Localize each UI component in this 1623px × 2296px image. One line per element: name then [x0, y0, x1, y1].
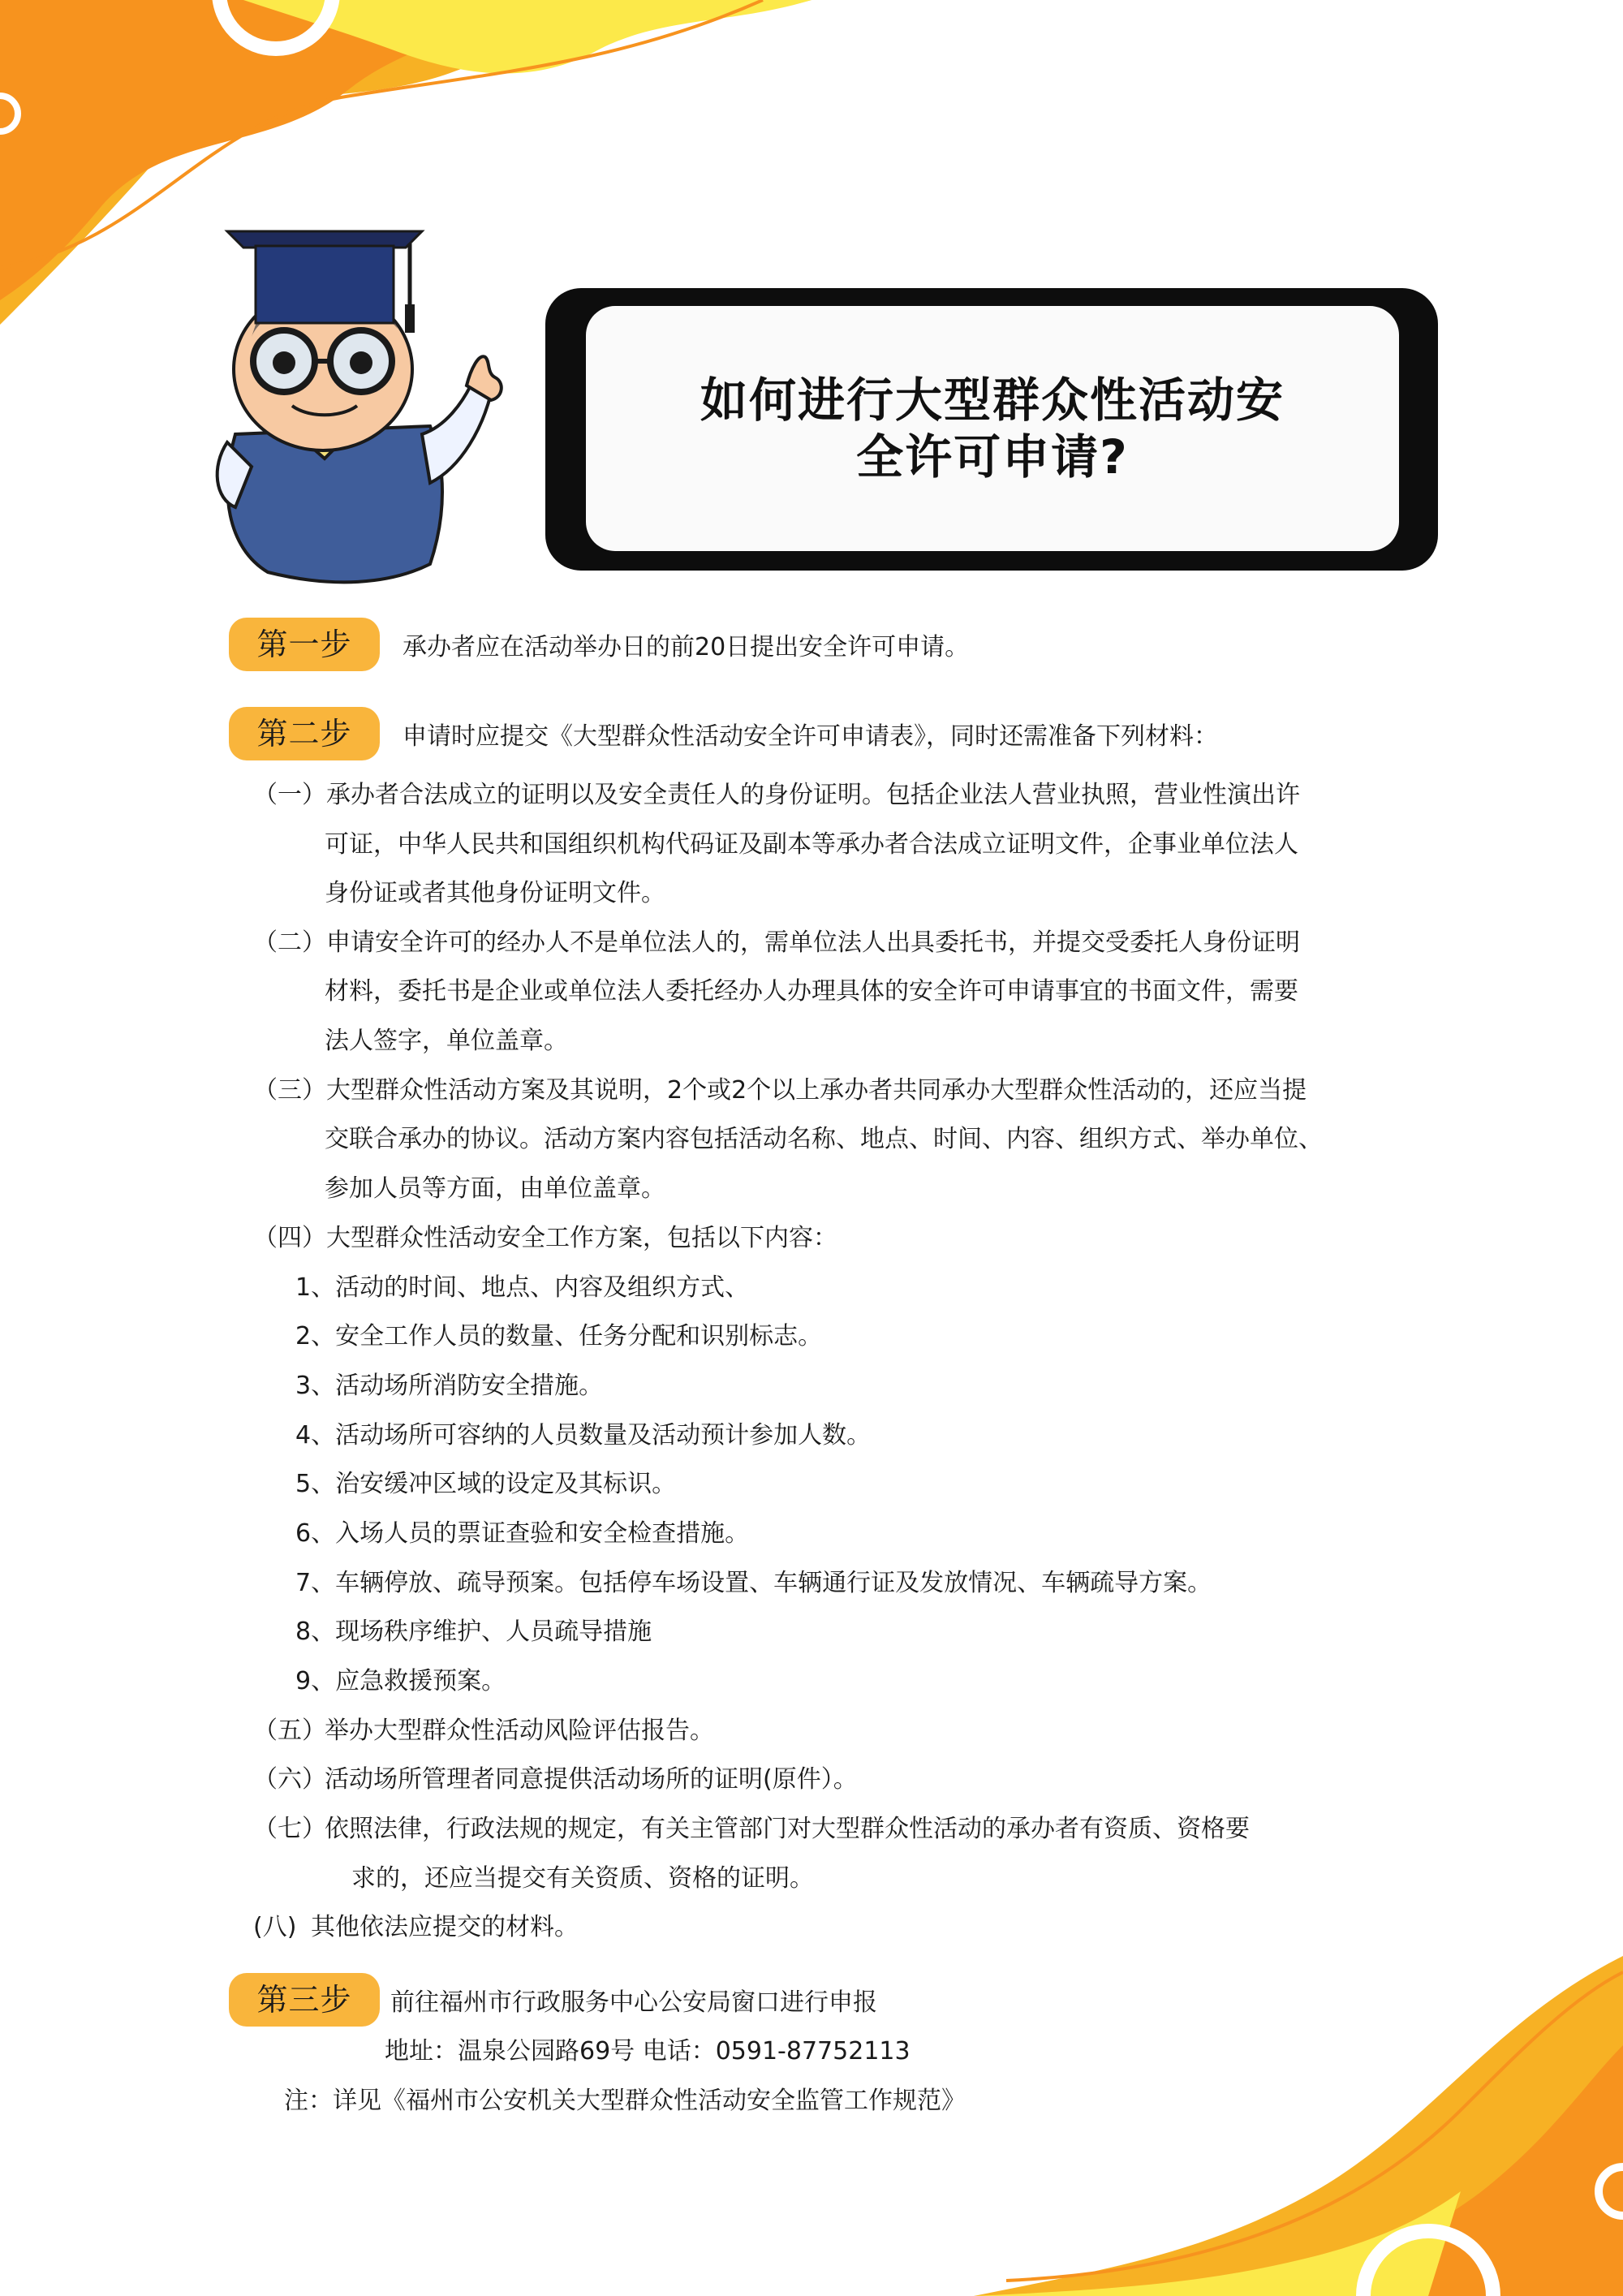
sub-item: 5、治安缓冲区域的设定及其标识。: [295, 1470, 677, 1498]
sub-item: 8、现场秩序维护、人员疏导措施: [295, 1618, 652, 1646]
step-3-text: 前往福州市行政服务中心公安局窗口进行申报: [390, 1988, 877, 2017]
step-3-badge: 第三步: [229, 1973, 380, 2027]
item-5-number: （五）: [253, 1717, 326, 1745]
item-7-line-2: 求的，还应当提交有关资质、资格的证明。: [351, 1864, 814, 1893]
item-1-line-2: 可证，中华人民共和国组织机构代码证及副本等承办者合法成立证明文件，企事业单位法人: [325, 830, 1298, 859]
item-8-number: (八): [253, 1913, 297, 1941]
sub-item: 9、应急救援预案。: [295, 1667, 506, 1695]
item-2-line-2: 材料，委托书是企业或单位法人委托经办人办理具体的安全许可申请事宜的书面文件，需要: [325, 977, 1298, 1006]
item-3-number: （三）: [253, 1076, 326, 1105]
item-4-number: （四）: [253, 1224, 326, 1252]
item-6-number: （六）: [253, 1765, 326, 1794]
item-2-line-1: 申请安全许可的经办人不是单位法人的，需单位法人出具委托书，并提交受委托人身份证明: [326, 928, 1300, 957]
sub-item: 2、安全工作人员的数量、任务分配和识别标志。: [295, 1322, 823, 1350]
item-3-line-2: 交联合承办的协议。活动方案内容包括活动名称、地点、时间、内容、组织方式、举办单位、: [325, 1125, 1323, 1153]
sub-item: 3、活动场所消防安全措施。: [295, 1372, 604, 1400]
item-2-number: （二）: [253, 928, 326, 957]
item-1-number: （一）: [253, 781, 326, 809]
step-3-address: 地址：温泉公园路69号 电话：0591-87752113: [385, 2037, 911, 2066]
step-1-text: 承办者应在活动举办日的前20日提出安全许可申请。: [403, 633, 970, 661]
item-3-line-1: 大型群众性活动方案及其说明，2个或2个以上承办者共同承办大型群众性活动的，还应当提: [326, 1076, 1307, 1105]
sub-item: 1、活动的时间、地点、内容及组织方式、: [295, 1273, 750, 1302]
page-title: 如何进行大型群众性活动安全许可申请?: [700, 373, 1285, 485]
item-1-line-3: 身份证或者其他身份证明文件。: [325, 879, 665, 907]
item-7-line-1: 依照法律，行政法规的规定，有关主管部门对大型群众性活动的承办者有资质、资格要: [325, 1815, 1250, 1843]
sub-item: 4、活动场所可容纳的人员数量及活动预计参加人数。: [295, 1421, 872, 1450]
professor-mascot-illustration: [203, 223, 527, 588]
sub-item: 7、车辆停放、疏导预案。包括停车场设置、车辆通行证及发放情况、车辆疏导方案。: [295, 1569, 1212, 1597]
bottom-right-wave-decoration: [974, 1948, 1623, 2296]
title-panel: [586, 306, 1399, 551]
title-frame: [545, 288, 1438, 571]
item-1-line-1: 承办者合法成立的证明以及安全责任人的身份证明。包括企业法人营业执照，营业性演出许: [326, 781, 1300, 809]
step-2-badge: 第二步: [229, 707, 380, 760]
step-2-text: 申请时应提交《大型群众性活动安全许可申请表》，同时还需准备下列材料：: [403, 722, 1218, 751]
item-7-number: （七）: [253, 1815, 326, 1843]
item-5-line-1: 举办大型群众性活动风险评估报告。: [325, 1717, 714, 1745]
item-6-line-1: 活动场所管理者同意提供活动场所的证明(原件）。: [325, 1765, 858, 1794]
step-1-badge: 第一步: [229, 618, 380, 671]
sub-item: 6、入场人员的票证查验和安全检查措施。: [295, 1519, 750, 1548]
footnote: 注：详见《福州市公安机关大型群众性活动安全监管工作规范》: [284, 2087, 966, 2115]
item-3-line-3: 参加人员等方面，由单位盖章。: [325, 1174, 665, 1203]
item-2-line-3: 法人签字，单位盖章。: [325, 1027, 568, 1055]
item-4-line-1: 大型群众性活动安全工作方案，包括以下内容：: [326, 1224, 837, 1252]
item-8-line-1: 其他依法应提交的材料。: [311, 1913, 579, 1941]
